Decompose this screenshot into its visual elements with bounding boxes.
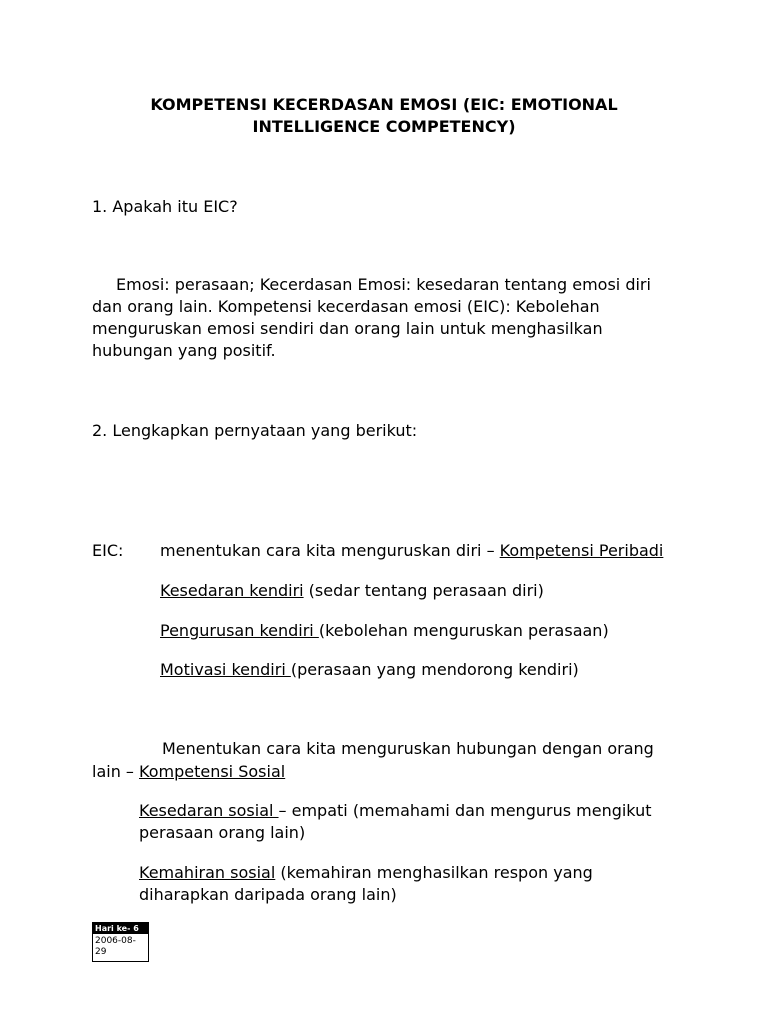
title-line-2: INTELLIGENCE COMPETENCY) [252,117,516,136]
item-term: Kesedaran sosial [139,801,279,820]
question-1-heading: 1. Apakah itu EIC? [92,197,238,216]
day-badge-date [93,934,148,958]
paragraph-line-2: dan orang lain. Kompetensi kecerdasan emosi (EIC): Kebolehan [92,297,600,316]
personal-item-2 [160,620,609,642]
date-line-1: 2006-08- [95,936,136,946]
social-competency-line-1: Menentukan cara kita menguruskan hubungan dengan orang [162,739,654,758]
date-line-2: 29 [95,947,107,957]
title-line-1: KOMPETENSI KECERDASAN EMOSI (EIC: EMOTIONAL [150,95,618,114]
document-title [100,94,668,138]
social-competency-prefix: lain – [92,762,140,781]
personal-competency-text: menentukan cara kita menguruskan diri – [160,541,500,560]
item-desc: (kemahiran menghasilkan respon yang [275,863,593,882]
item-desc: (perasaan yang mendorong kendiri) [290,660,579,679]
item-term: Motivasi kendiri [160,660,291,679]
item-desc: (sedar tentang perasaan diri) [303,581,544,600]
personal-competency-line [160,540,663,562]
day-badge [92,922,149,962]
eic-definition-paragraph [92,274,682,362]
question-2-heading: 2. Lengkapkan pernyataan yang berikut: [92,421,418,440]
personal-competency-term: Kompetensi Peribadi [499,541,664,560]
social-item-1 [139,800,652,844]
paragraph-line-1: Emosi: perasaan; Kecerdasan Emosi: kesedaran tentang emosi diri [116,275,651,294]
personal-item-3 [160,659,579,681]
paragraph-line-3: menguruskan emosi sendiri dan orang lain untuk menghasilkan [92,319,603,338]
item-term: Pengurusan kendiri [160,621,319,640]
item-desc-continued: diharapkan daripada orang lain) [139,885,397,904]
day-badge-header: Hari ke- 6 [93,923,148,934]
personal-item-1 [160,580,544,602]
paragraph-line-4: hubungan yang positif. [92,341,276,360]
item-desc-continued: perasaan orang lain) [139,823,306,842]
social-item-2 [139,862,593,906]
item-term: Kemahiran sosial [139,863,276,882]
item-desc: – empati (memahami dan mengurus mengikut [278,801,652,820]
item-desc: (kebolehan menguruskan perasaan) [318,621,609,640]
item-term: Kesedaran kendiri [160,581,304,600]
social-competency-term: Kompetensi Sosial [139,762,286,781]
social-competency-line-2 [92,761,285,783]
eic-label: EIC: [92,541,124,560]
